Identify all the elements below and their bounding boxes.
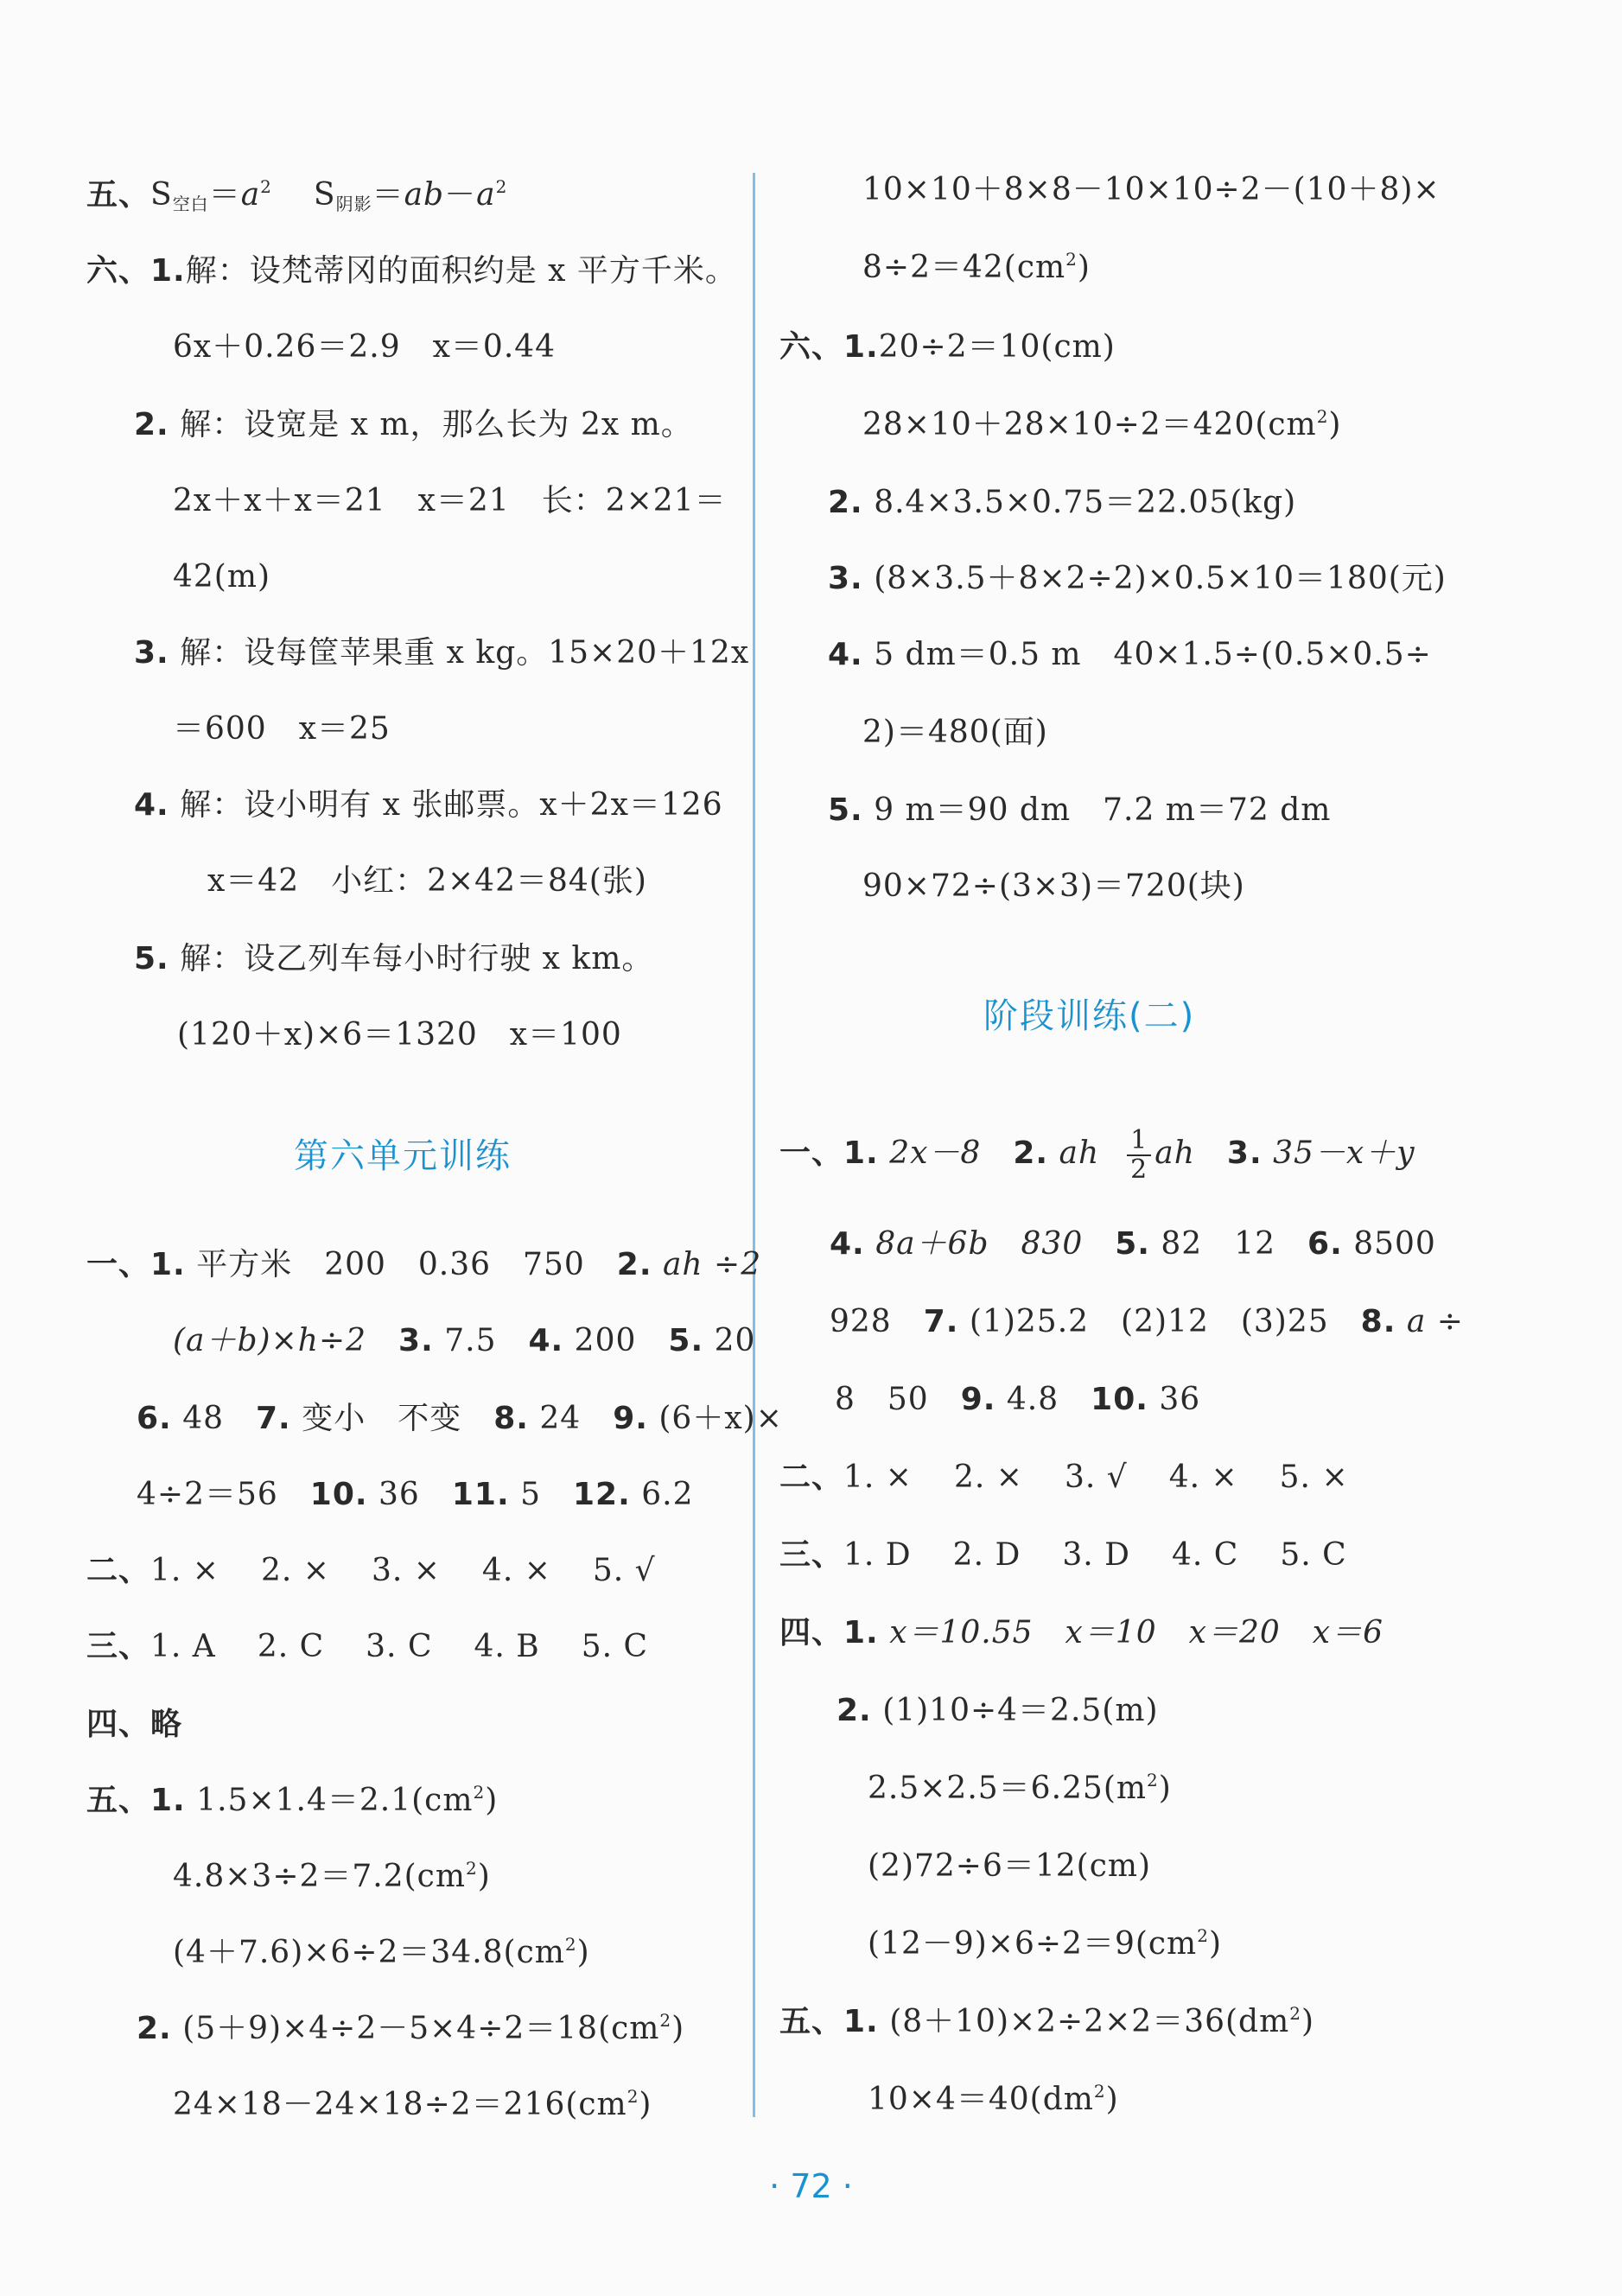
var-a: a [476, 177, 496, 213]
section-label: 一、1. [86, 1247, 186, 1282]
equals: ＝ [372, 177, 404, 213]
answer-item: 2. D [952, 1537, 1021, 1573]
item-number: 4. [828, 637, 863, 672]
paren: ) [1301, 2004, 1315, 2039]
paren: ) [1328, 407, 1342, 442]
answer-liu-3 [134, 634, 749, 672]
superscript: 2 [627, 2086, 639, 2107]
section-heading-unit6: 第六单元训练 [294, 1136, 512, 1176]
answer-item: 2. × [953, 1460, 1023, 1495]
equation: (12－9)×6÷2＝9(cm [868, 1926, 1198, 1962]
item-number: 7. [923, 1304, 959, 1339]
equation: 2x＋x＋x＝21 x＝21 长：2×21＝ [173, 483, 727, 518]
answer-text: 48 [182, 1401, 256, 1436]
item-number: 6. [1307, 1226, 1343, 1262]
superscript: 2 [659, 2010, 672, 2031]
answer-yi-line4 [137, 1476, 693, 1514]
s-symbol: S [313, 177, 336, 213]
answer-si-2d [868, 1925, 1222, 1963]
answer-wu2-1c [173, 1934, 590, 1972]
answer-san [779, 1536, 1347, 1574]
superscript: 2 [473, 1782, 486, 1803]
item-number: 2. [134, 407, 169, 442]
answer-text: 2x－8 [889, 1135, 1014, 1171]
answer-top-1 [862, 171, 1441, 209]
answer-liu-5 [134, 940, 653, 978]
answer-item: 1. A [150, 1629, 216, 1664]
item-number: 11. [451, 1477, 510, 1512]
section-label: 五、 [86, 177, 151, 213]
equation: 10×4＝40(dm [868, 2082, 1094, 2117]
fraction-numerator: 1 [1127, 1127, 1151, 1156]
answer-text: ah [1154, 1135, 1227, 1171]
equation: 6x＋0.26＝2.9 x＝0.44 [173, 329, 557, 365]
answer-text: (a＋b)×h÷2 [173, 1323, 399, 1358]
paren: ) [671, 2011, 685, 2046]
section-label: 二、 [86, 1553, 151, 1588]
item-number: 10. [1091, 1382, 1148, 1417]
answer-text: 8 50 [835, 1382, 961, 1417]
answer-item: 4. B [474, 1629, 540, 1664]
item-number: 5. [1115, 1226, 1150, 1262]
answer-wu2-1 [86, 1782, 498, 1820]
item-number: 10. [309, 1477, 368, 1512]
superscript: 2 [1093, 2081, 1106, 2102]
answer-liu-1b [862, 406, 1341, 444]
equation: 9 m＝90 dm 7.2 m＝72 dm [874, 792, 1332, 828]
answer-yi-line1 [86, 1246, 761, 1284]
answer-er [86, 1552, 656, 1590]
section-label: 四、1. [779, 1615, 879, 1650]
answer-text: 解：设梵蒂冈的面积约是 x 平方千米。 [185, 253, 737, 289]
answer-top-2 [862, 249, 1091, 287]
answer-liu-5 [828, 792, 1331, 830]
answer-wu-1b [868, 2081, 1119, 2119]
answer-san [86, 1628, 648, 1666]
superscript: 2 [495, 176, 508, 197]
answer-text: 解：设小明有 x 张邮票。x＋2x＝126 [180, 787, 723, 823]
equation: 10×10＋8×8－10×10÷2－(10＋8)× [862, 172, 1441, 207]
answer-liu-2 [828, 484, 1296, 522]
answer-er [779, 1459, 1349, 1497]
answer-item: 4. × [481, 1553, 551, 1588]
answer-text: 20 [714, 1323, 756, 1358]
answer-item: 1. D [843, 1537, 912, 1573]
equation: 2)＝480(面) [862, 715, 1048, 750]
item-number: 12. [572, 1477, 631, 1512]
item-number: 2. [1013, 1135, 1049, 1171]
item-number: 9. [960, 1382, 996, 1417]
answer-si-2b [868, 1770, 1172, 1808]
section-label: 五、1. [779, 2004, 879, 2039]
equation: 90×72÷(3×3)＝720(块) [862, 868, 1245, 904]
section-label: 三、 [86, 1629, 151, 1664]
s-symbol: S [150, 177, 173, 213]
equation: (8＋10)×2÷2×2＝36(dm [889, 2004, 1290, 2039]
item-number: 4. [830, 1226, 865, 1262]
item-number: 5. [828, 792, 863, 828]
equation: x＝42 小红：2×42＝84(张) [207, 863, 647, 899]
item-number: 9. [613, 1401, 648, 1436]
answer-text: 4.8 [1006, 1382, 1091, 1417]
answer-text: 35－x＋y [1273, 1135, 1415, 1171]
answer-item: 1. × [843, 1460, 913, 1495]
answer-si-1 [779, 1614, 1383, 1652]
answer-yi-line4 [835, 1381, 1200, 1419]
column-divider [753, 173, 755, 2117]
answer-liu-1 [779, 328, 1116, 366]
equation: 28×10＋28×10÷2＝420(cm [862, 407, 1317, 442]
answer-text: 82 12 [1161, 1226, 1308, 1262]
equation: 8÷2＝42(cm [862, 250, 1066, 285]
equation: 20÷2＝10(cm) [878, 329, 1116, 365]
answer-text: a ÷ [1406, 1304, 1464, 1339]
answer-text: (1)25.2 (2)12 (3)25 [969, 1304, 1361, 1339]
answer-text: 平方米 200 0.36 750 [196, 1247, 617, 1282]
answer-wu2-2 [137, 2010, 684, 2048]
answer-text: 变小 不变 [302, 1401, 494, 1436]
answer-item: 1. × [150, 1553, 219, 1588]
answer-item: 2. × [260, 1553, 330, 1588]
subscript: 阴影 [335, 194, 372, 214]
section-label: 三、 [779, 1537, 844, 1573]
answer-wu-area [86, 176, 507, 214]
item-number: 3. [398, 1323, 434, 1358]
paren: ) [1077, 250, 1091, 285]
equation: (120＋x)×6＝1320 x＝100 [177, 1017, 622, 1053]
superscript: 2 [1147, 1770, 1159, 1790]
answer-text: 5 [520, 1477, 573, 1512]
paren: ) [477, 1859, 491, 1894]
answer-text: 8a＋6b 830 [875, 1226, 1116, 1262]
equals: ＝ [208, 177, 241, 213]
answer-item: 5. √ [592, 1553, 656, 1588]
item-number: 5. [668, 1323, 704, 1358]
item-number: 4. [134, 787, 169, 823]
superscript: 2 [1289, 2003, 1301, 2024]
section-label: 五、1. [86, 1783, 186, 1818]
answer-item: 5. C [1280, 1537, 1347, 1573]
answer-wu2-2b [173, 2086, 652, 2124]
section-label: 二、 [779, 1460, 844, 1495]
answer-liu-2-eq2 [173, 558, 270, 596]
equation: 1.5×1.4＝2.1(cm [196, 1783, 474, 1818]
item-number: 3. [828, 561, 863, 596]
answer-liu-1-eq [173, 328, 556, 366]
superscript: 2 [1197, 1925, 1209, 1946]
equation: 4.8×3÷2＝7.2(cm [173, 1859, 466, 1894]
section-label: 六、1. [779, 329, 879, 365]
answer-wu2-1b [173, 1858, 491, 1896]
answer-item: 4. × [1168, 1460, 1238, 1495]
superscript: 2 [1065, 249, 1078, 270]
equation: 42(m) [173, 559, 271, 595]
answer-text: 解：设每筐苹果重 x kg。15×20＋12x [180, 635, 750, 671]
superscript: 2 [465, 1858, 478, 1879]
paren: ) [1105, 2082, 1119, 2117]
equation: (5＋9)×4÷2－5×4÷2＝18(cm [182, 2011, 660, 2046]
item-number: 7. [256, 1401, 291, 1436]
answer-liu-4-eq [207, 862, 647, 900]
answer-yi-line1 [779, 1127, 1415, 1184]
answer-item: 3. D [1062, 1537, 1130, 1573]
subscript: 空白 [172, 194, 209, 214]
item-number: 2. [616, 1247, 652, 1282]
equation: 5 dm＝0.5 m 40×1.5÷(0.5×0.5÷ [874, 637, 1432, 672]
item-number: 2. [828, 485, 863, 520]
answer-liu-3-eq [173, 710, 391, 748]
answer-liu-4b [862, 714, 1048, 752]
answer-liu-4 [134, 786, 723, 824]
answer-item: 2. C [257, 1629, 325, 1664]
answer-si-2 [836, 1692, 1159, 1730]
fraction-denominator: 2 [1130, 1154, 1148, 1185]
answer-liu-2-eq [173, 482, 727, 520]
answer-liu-5b [862, 868, 1245, 906]
answer-text: 24 [539, 1401, 614, 1436]
equation: 2.5×2.5＝6.25(m [868, 1771, 1148, 1806]
minus: － [444, 177, 477, 213]
answer-text: 36 [378, 1477, 452, 1512]
equation: (4＋7.6)×6÷2＝34.8(cm [173, 1935, 565, 1970]
superscript: 2 [1316, 406, 1329, 427]
answer-liu-1 [86, 252, 737, 290]
item-number: 8. [1360, 1304, 1396, 1339]
answer-liu-3 [828, 560, 1447, 598]
paren: ) [485, 1783, 499, 1818]
paren: ) [1158, 1771, 1172, 1806]
answer-si-2c [868, 1848, 1151, 1886]
equation: (2)72÷6＝12(cm) [868, 1848, 1152, 1884]
answer-text: ah ÷2 [662, 1247, 762, 1282]
answer-text: 36 [1159, 1382, 1201, 1417]
equation: (8×3.5＋8×2÷2)×0.5×10＝180(元) [874, 561, 1447, 596]
answer-yi-line2 [173, 1322, 755, 1360]
answer-text: 7.5 [444, 1323, 529, 1358]
var-ab: ab [404, 177, 445, 213]
answer-liu-2 [134, 406, 693, 444]
fraction [1127, 1127, 1151, 1184]
page-number: · 72 · [769, 2167, 853, 2205]
answer-text: 解：设乙列车每小时行驶 x km。 [180, 941, 654, 976]
answer-item: 3. × [371, 1553, 441, 1588]
equation: (1)10÷4＝2.5(m) [882, 1693, 1159, 1728]
equation: ＝600 x＝25 [173, 711, 391, 747]
item-number: 2. [137, 2011, 172, 2046]
answer-yi-line3 [137, 1400, 783, 1438]
answer-si [86, 1706, 182, 1744]
equation: 8.4×3.5×0.75＝22.05(kg) [874, 485, 1297, 520]
answer-liu-5-eq [177, 1016, 622, 1054]
answer-item: 3. √ [1064, 1460, 1128, 1495]
superscript: 2 [564, 1934, 577, 1955]
item-number: 3. [134, 635, 169, 671]
section-label: 四、略 [86, 1707, 183, 1742]
paren: ) [639, 2087, 652, 2122]
answer-wu-1 [779, 2003, 1314, 2041]
section-label: 六、1. [86, 253, 186, 289]
answer-text: 6.2 [641, 1477, 694, 1512]
answer-item: 5. C [581, 1629, 649, 1664]
answer-item: 3. C [366, 1629, 433, 1664]
answer-text: 8500 [1353, 1226, 1436, 1262]
answer-text: 928 [830, 1304, 924, 1339]
answer-yi-line2 [830, 1225, 1436, 1263]
answer-text: (6＋x)× [658, 1401, 783, 1436]
item-number: 2. [836, 1693, 872, 1728]
superscript: 2 [260, 176, 272, 197]
var-a: a [240, 177, 261, 213]
answer-item: 5. × [1279, 1460, 1349, 1495]
equation: 24×18－24×18÷2＝216(cm [173, 2087, 627, 2122]
answer-item: 4. C [1171, 1537, 1239, 1573]
answer-text: 4÷2＝56 [137, 1477, 310, 1512]
answer-text: 200 [574, 1323, 669, 1358]
answer-text: 解：设宽是 x m，那么长为 2x m。 [180, 407, 693, 442]
section-label: 一、1. [779, 1135, 879, 1171]
item-number: 3. [1226, 1135, 1263, 1171]
answer-yi-line3 [830, 1303, 1464, 1341]
paren: ) [576, 1935, 590, 1970]
item-number: 4. [528, 1323, 564, 1358]
item-number: 8. [493, 1401, 529, 1436]
answer-text: ah [1059, 1135, 1100, 1171]
item-number: 6. [137, 1401, 172, 1436]
answer-liu-4 [828, 636, 1432, 674]
item-number: 5. [134, 941, 169, 976]
section-heading-stage2: 阶段训练(二) [983, 996, 1196, 1036]
paren: ) [1208, 1926, 1222, 1962]
equation: x＝10.55 x＝10 x＝20 x＝6 [889, 1615, 1383, 1650]
